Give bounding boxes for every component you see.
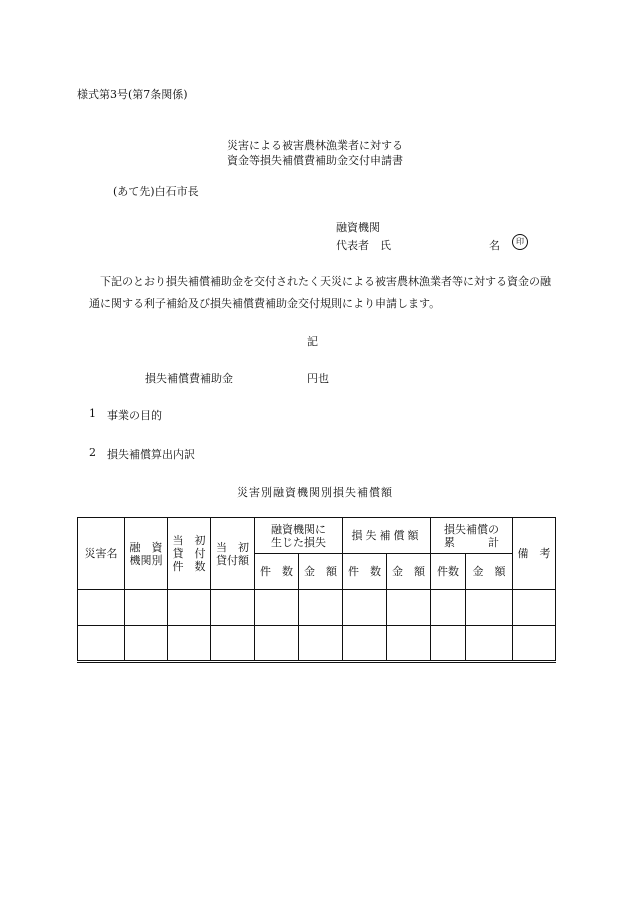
seal-mark: 印: [512, 234, 528, 250]
item-number: 1: [89, 407, 96, 420]
item-breakdown: 損失補償算出内訳: [107, 448, 195, 461]
table-row: [78, 626, 556, 662]
header-initial-loan-count: 当 初 貸 付 件 数: [168, 518, 211, 590]
table-cell[interactable]: [78, 590, 125, 626]
table-cell[interactable]: [513, 626, 556, 662]
table-cell[interactable]: [343, 590, 387, 626]
table-cell[interactable]: [255, 626, 299, 662]
table-cell[interactable]: [255, 590, 299, 626]
table-cell[interactable]: [211, 626, 255, 662]
item-purpose: 事業の目的: [107, 409, 162, 422]
subheader-amount: 金 額: [299, 554, 343, 590]
subsidy-amount-unit: 円也: [307, 372, 329, 385]
addressee: (あて先)白石市長: [113, 185, 199, 198]
subheader-count: 件 数: [255, 554, 299, 590]
loss-compensation-table: [77, 517, 556, 663]
document-title-line1: 災害による被害農林漁業者に対する: [227, 139, 403, 152]
subheader-amount: 金 額: [387, 554, 431, 590]
subheader-count: 件数: [431, 554, 466, 590]
financial-institution-label: 融資機関: [336, 221, 380, 234]
document-title-line2: 資金等損失補償費補助金交付申請書: [227, 154, 403, 167]
header-initial-loan-amount: 当 初 貸付額: [211, 518, 255, 590]
table-cell[interactable]: [125, 590, 168, 626]
table-cell[interactable]: [466, 626, 513, 662]
table-cell[interactable]: [431, 626, 466, 662]
ki-heading: 記: [307, 335, 318, 348]
subheader-amount: 金 額: [466, 554, 513, 590]
header-disaster-name: 災害名: [78, 518, 125, 590]
table-cell[interactable]: [387, 626, 431, 662]
header-institution: 融 資 機関別: [125, 518, 168, 590]
subsidy-amount-label: 損失補償費補助金: [145, 372, 233, 385]
form-number: 様式第3号(第7条関係): [77, 88, 188, 101]
table-cell[interactable]: [168, 626, 211, 662]
table-cell[interactable]: [299, 626, 343, 662]
table-cell[interactable]: [343, 626, 387, 662]
representative-label: 代表者 氏: [336, 239, 391, 252]
item-number: 2: [89, 446, 96, 459]
table-title: 災害別融資機関別損失補償額: [237, 486, 393, 499]
table-cell[interactable]: [125, 626, 168, 662]
table-cell[interactable]: [211, 590, 255, 626]
table-cell[interactable]: [431, 590, 466, 626]
table-cell[interactable]: [299, 590, 343, 626]
name-label: 名: [489, 239, 500, 252]
table-row: [78, 590, 556, 626]
table-cell[interactable]: [78, 626, 125, 662]
table-cell[interactable]: [513, 590, 556, 626]
header-compensation-amount: 損失補償額: [343, 518, 431, 554]
header-institution-loss: 融資機関に 生じた損失: [255, 518, 343, 554]
table-cell[interactable]: [466, 590, 513, 626]
table-cell[interactable]: [168, 590, 211, 626]
application-statement: 下記のとおり損失補償補助金を交付されたく天災による被害農林漁業者等に対する資金の融通に関する利子補給及び損失補償費補助金交付規則により申請します。: [89, 275, 551, 310]
header-cumulative-compensation: 損失補償の 累 計: [431, 518, 513, 554]
subheader-count: 件 数: [343, 554, 387, 590]
table-cell[interactable]: [387, 590, 431, 626]
header-remarks: 備 考: [513, 518, 556, 590]
